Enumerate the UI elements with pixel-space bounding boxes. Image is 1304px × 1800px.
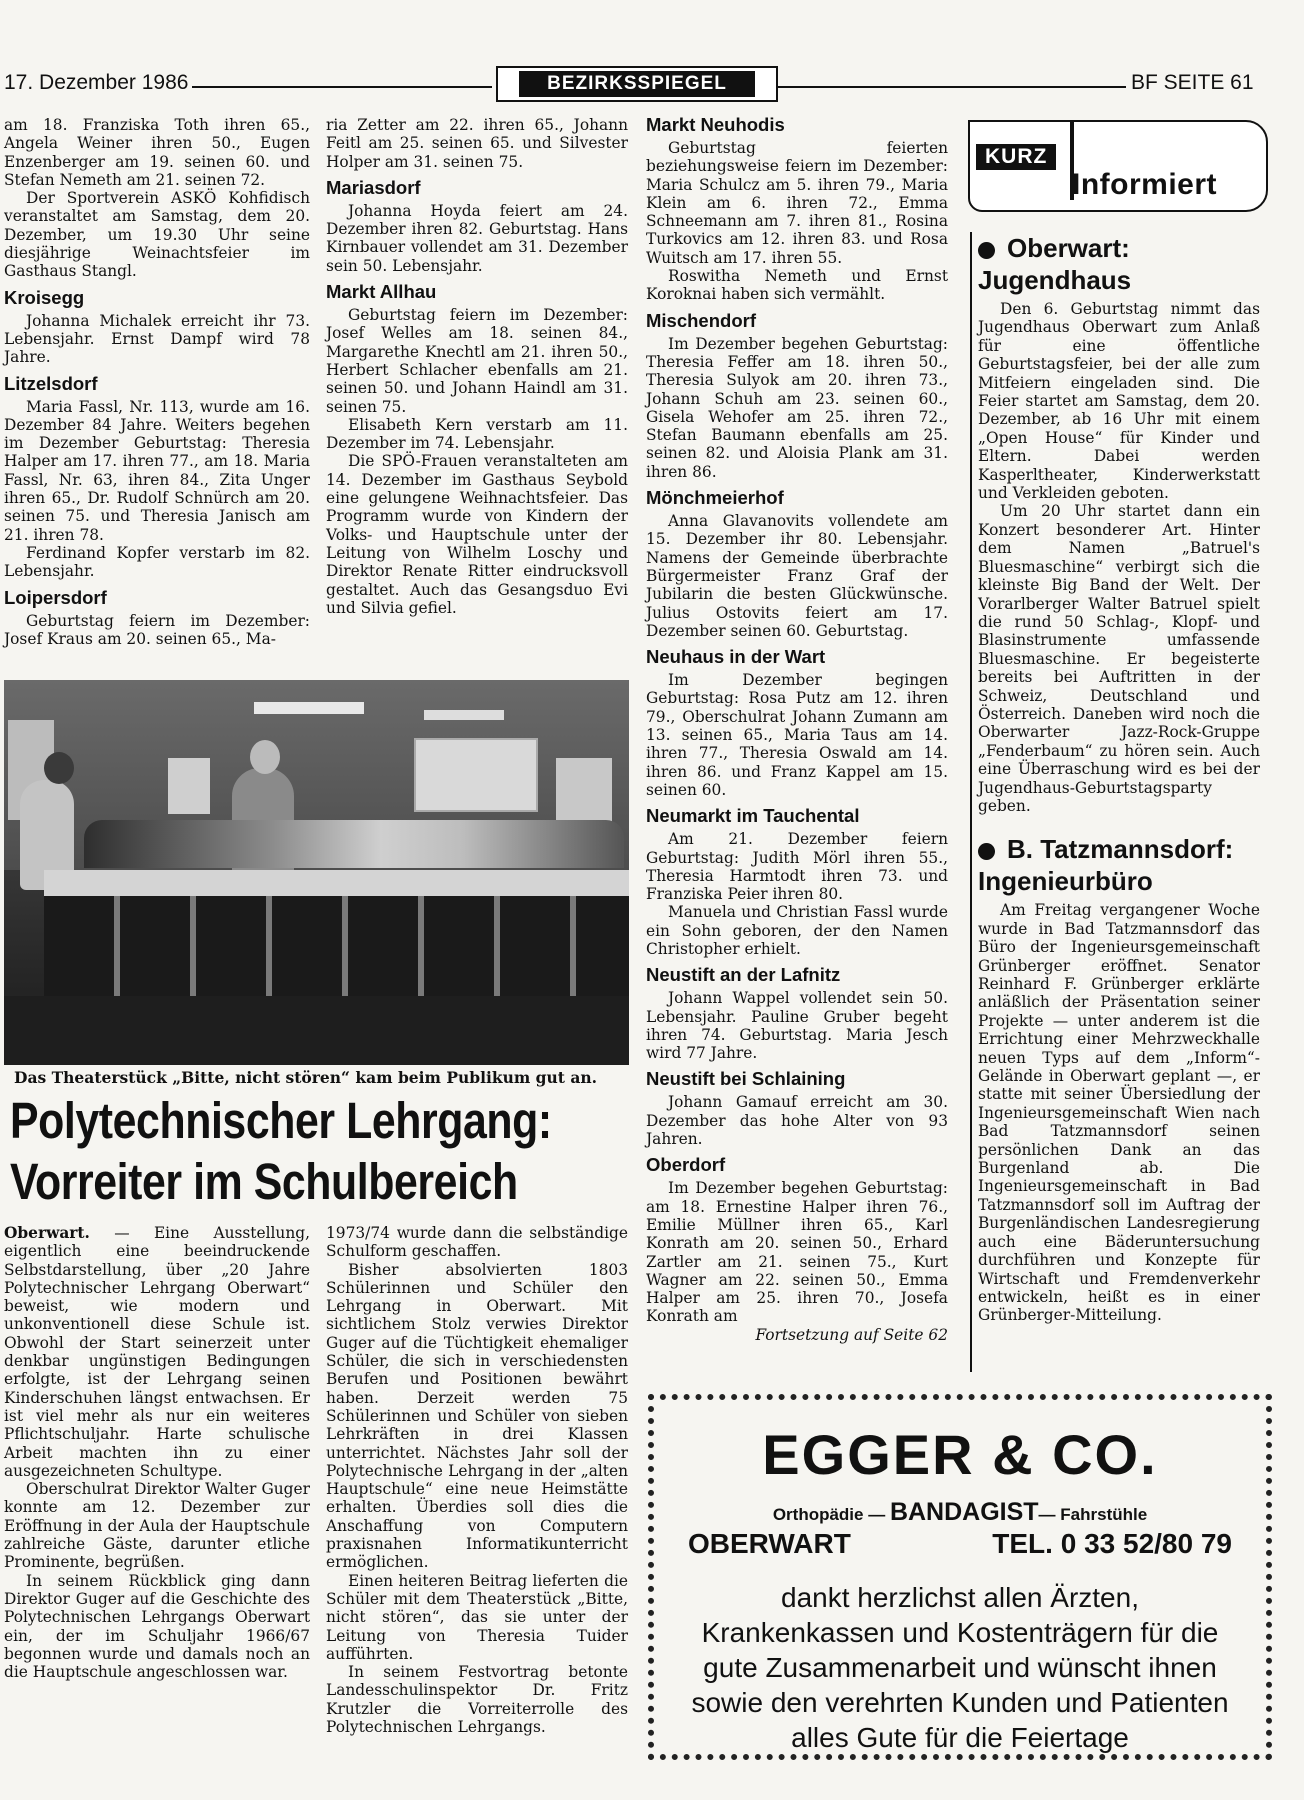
ad-company-name: EGGER & CO. — [762, 1423, 1158, 1486]
paragraph: Bisher absolvierten 1803 Schülerinnen und Schüler den Lehrgang in Oberwart. Mit sichtlichem Stolz verwies Direktor Guger auf die Tüchtigkeit ehemaliger Schüler, die sich in verschiedensten Berufen und Positionen bewährt haben. Derzeit werden 75 Schülerinnen und Schüler von sieben Lehrkräften in drei Klassen unterrichtet. Nächstes Jahr soll der Polytechnische Lehrgang in der „alten Hauptschule“ eine neue Heimstätte erhalten. Überdies soll dies die Anschaffung von Computern praxisnahen Informatikunterricht ermöglichen. — [326, 1260, 628, 1572]
ad-service-c: — Fahrstühle — [1038, 1505, 1148, 1524]
section-title: BEZIRKSSPIEGEL — [519, 71, 755, 97]
section-heading: Neustift an der Lafnitz — [646, 964, 841, 986]
ad-services — [654, 1498, 1266, 1527]
paragraph: Im Dezember begingen Geburtstag: Rosa Putz am 12. ihren 79., Oberschulrat Johann Zumann am 13. seinen 65., Maria Taus am 14. ihren 77., Theresia Oswald am 14. ihren 86. und Franz Kappel am 15. seinen 60. — [646, 671, 948, 799]
kurz-label: KURZ — [976, 144, 1056, 170]
paragraph: Manuela und Christian Fassl wurde ein Sohn geboren, der den Namen Christopher erhielt. — [646, 903, 948, 958]
news-title — [978, 833, 1260, 865]
column-3 — [646, 112, 948, 1344]
headline-line-1: Polytechnischer Lehrgang: — [10, 1092, 552, 1149]
section-heading: Mariasdorf — [326, 176, 421, 198]
paragraph: Maria Fassl, Nr. 113, wurde am 16. Dezember 84 Jahre. Weiters begehen im Dezember Geburtstag: Theresia Halper am 17. ihren 77., am 18. Maria Fassl, Nr. 63, ihren 84., Zita Unger ihren 65., Dr. Rudolf Schnürch am 20. seinen 75. und Theresia Janisch am 21. ihren 78. — [4, 397, 310, 544]
news-title-place: Oberwart: — [1007, 233, 1130, 263]
paragraph: Im Dezember begehen Geburtstag: Theresia Feffer am 18. ihren 50., Theresia Sulyok am 20. ihren 73., Johann Schuh am 23. seinen 60., Gisela Wehofer am 25. ihren 72., Stefan Baumann ebenfalls am 25. seinen 82. und Aloisia Plank am 31. ihren 86. — [646, 334, 948, 481]
paragraph: Johanna Hoyda feiert am 24. Dezember ihren 82. Geburtstag. Hans Kirnbauer vollendet am 31. Dezember sein 50. Lebensjahr. — [326, 201, 628, 275]
paragraph — [4, 1224, 310, 1480]
section-heading: Litzelsdorf — [4, 372, 98, 394]
section-heading: Neuhaus in der Wart — [646, 646, 826, 668]
paragraph: Elisabeth Kern verstarb am 11. Dezember im 74. Lebensjahr. — [326, 415, 628, 453]
paragraph: Ferdinand Kopfer verstarb im 82. Lebensjahr. — [4, 543, 310, 581]
desk-legs — [44, 896, 629, 996]
ad-message: dankt herzlichst allen Ärzten, Krankenkassen und Kostenträgern für die gute Zusammenarbeit und wünscht ihnen sowie den verehrten Kunden und Patienten alles Gute für die Feiertage — [691, 1582, 1229, 1753]
ad-contact-row — [688, 1528, 1232, 1560]
paragraph: Um 20 Uhr startet dann ein Konzert besonderer Art. Hinter dem Namen „Batruel's Bluesmaschine“ verbirgt sich die kleinste Big Band der Welt. Der Vorarlberger Walter Batruel spielt die rund 50 Schlag-, Klopf- und Blasinstrumente umfassende Bluesmaschine. Er begeisterte bereits bei Auftritten in der Schweiz, Deutschland und Österreich. Daneben wird noch die Oberwarter Jazz-Rock-Gruppe „Fenderbaum“ zu hören sein. Auch eine Überraschung wird es bei der Jugendhaus-Geburtstagsparty geben. — [978, 502, 1260, 815]
paragraph: Am 21. Dezember feiern Geburtstag: Judith Mörl ihren 55., Theresia Harmtodt ihren 73. und Franziska Peier ihren 80. — [646, 830, 948, 904]
news-title-place: B. Tatzmannsdorf: — [1007, 834, 1234, 865]
person-head — [250, 740, 280, 774]
issue-date: 17. Dezember 1986 — [4, 71, 189, 94]
paragraph: Oberschulrat Direktor Walter Guger konnte am 12. Dezember zur Eröffnung in der Aula der Hauptschule zahlreiche Gäste, darunter etliche Prominente, begrüßen. — [4, 1480, 310, 1572]
bullet-icon — [978, 242, 995, 259]
ceiling-light — [424, 710, 504, 720]
spacer — [978, 815, 1260, 833]
article-column-2 — [326, 1224, 628, 1736]
floor — [4, 996, 629, 1065]
paragraph: Johann Wappel vollendet sein 50. Lebensjahr. Pauline Gruber begeht ihren 74. Geburtstag. Maria Jesch wird 77 Jahre. — [646, 989, 948, 1063]
column-2 — [326, 116, 628, 617]
paragraph: Roswitha Nemeth und Ernst Koroknai haben sich vermählt. — [646, 267, 948, 304]
advertisement-egger — [648, 1394, 1272, 1760]
paragraph: Einen heiteren Beitrag lieferten die Schüler mit dem Theaterstück „Bitte, nicht stören“, das sie unter der Leitung von Theresia Tuider aufführten. — [326, 1571, 628, 1663]
kurz-informiert-banner — [968, 120, 1268, 212]
paragraph: Anna Glavanovits vollendete am 15. Dezember ihr 80. Lebensjahr. Namens der Gemeinde überbrachte Bürgermeister Franz Graf der Jubilarin die besten Glückwünsche. Julius Ostovits feiert am 17. Dezember seinen 60. Geburtstag. — [646, 512, 948, 640]
headline-line-2: Vorreiter im Schulbereich — [10, 1153, 518, 1210]
ad-phone: TEL. 0 33 52/80 79 — [992, 1528, 1232, 1559]
ceiling-light — [254, 702, 364, 714]
desk-row — [44, 870, 629, 896]
article-headline — [10, 1090, 552, 1212]
news-body — [978, 300, 1260, 815]
news-title-topic: Jugendhaus — [978, 265, 1132, 295]
person-head — [44, 752, 74, 784]
paragraph: Geburtstag feiern im Dezember: Josef Kraus am 20. seinen 65., Ma- — [4, 611, 310, 648]
news-body — [978, 901, 1260, 1324]
section-heading: Oberdorf — [646, 1154, 726, 1176]
seated-students — [84, 820, 624, 868]
ad-service-b: BANDAGIST — [889, 1498, 1039, 1526]
paragraph: Im Dezember begehen Geburtstag: am 18. Ernestine Halper ihren 76., Emilie Müllner ihren 65., Karl Konrath am 20. seinen 50., Erhard Zartler am 21. seinen 75., Kurt Wagner am 22. seinen 50., Emma Halper am 25. ihren 70., Josefa Konrath am — [646, 1179, 948, 1326]
sidebar-rule — [970, 232, 972, 1372]
section-banner — [496, 66, 778, 102]
paragraph: Den 6. Geburtstag nimmt das Jugendhaus Oberwart zum Anlaß für eine öffentliche Geburtstagsfeier, bei der alle zum Mitfeiern eingeladen sind. Die Feier startet am Samstag, dem 20. Dezember, ab 16 Uhr mit einem „Open House“ für Kinder und Eltern. Dabei werden Kasperltheater, Kinderwerkstatt und Verkleiden geboten. — [978, 300, 1260, 503]
section-heading: Loipersdorf — [4, 586, 107, 608]
section-heading: Mischendorf — [646, 309, 756, 331]
ad-service-a: Orthopädie — — [772, 1505, 890, 1524]
sidebar-news — [978, 232, 1260, 1325]
lead-text: — Eine Ausstellung, eigentlich eine beeindruckende Selbstdarstellung, über „20 Jahre Polytechnischer Lehrgang Oberwart“ beweist, wie modern und unkonventionell diese Schule ist. Obwohl der Start seinerzeit unter denkbar ungünstigen Bedingungen erfolgte, ist der Lehrgang seinen Kinderschuhen längst entwachsen. Er ist viel mehr als nur ein weiteres Pflichtschuljahr. Harte schulische Arbeit machten ihn zu einer ausgezeichneten Schultype. — [4, 1224, 310, 1480]
paragraph: Der Sportverein ASKÖ Kohfidisch veranstaltet am Samstag, dem 20. Dezember, um 19.30 Uhr seine diesjährige Weinachtsfeier im Gasthaus Stangl. — [4, 189, 310, 281]
page-number: BF SEITE 61 — [1131, 71, 1254, 94]
section-heading: Markt Neuhodis — [646, 114, 785, 135]
paragraph: Geburtstag feierten beziehungsweise feiern im Dezember: Maria Schulcz am 5. ihren 79., Maria Klein am 6. ihren 72., Emma Schneemann am 7. ihren 81., Rosina Turkovics am 12. ihren 83. und Rosa Wuitsch am 17. ihren 55. — [646, 139, 948, 267]
paragraph: Am Freitag vergangener Woche wurde in Bad Tatzmannsdorf das Büro der Ingenieursgemeinschaft Grünberger eröffnet. Senator Reinhard F. Grünberger erklärte anläßlich der Präsentation seiner Projekte — unter anderem ist die Errichtung einer Mehrzweckhalle neuen Typs auf dem „Inform“-Gelände in Oberwart geplant —, er statte mit seiner Übersiedlung der Ingenieursgemeinschaft Wien nach Bad Tatzmannsdorf seinen persönlichen Dank an das Burgenland ab. Die Ingenieursgemeinschaft in Bad Tatzmannsdorf soll im Auftrag der Burgenländischen Landesregierung auch eine Bäderuntersuchung durchführen und Konzepte für Wirtschaft und Fremdenverkehr entwickeln, heißt es in einer Grünberger-Mitteilung. — [978, 901, 1260, 1325]
column-1 — [4, 116, 310, 648]
wall-poster — [168, 758, 210, 814]
paragraph: Geburtstag feiern im Dezember: Josef Welles am 18. seinen 84., Margarethe Knechtl am 21. ihren 50., Herbert Schlacher ebenfalls am 21. seinen 50. und Johann Haindl am 31. seinen 75. — [326, 306, 628, 416]
news-title — [978, 232, 1260, 264]
paragraph: Johann Gamauf erreicht am 30. Dezember das hohe Alter von 93 Jahren. — [646, 1093, 948, 1149]
section-heading: Markt Allhau — [326, 281, 437, 303]
ad-city: OBERWART — [688, 1528, 851, 1559]
dateline: Oberwart. — [4, 1224, 90, 1242]
section-heading: Neustift bei Schlaining — [646, 1068, 846, 1090]
section-heading: Mönchmeierhof — [646, 487, 784, 509]
paragraph: am 18. Franziska Toth ihren 65., Angela Weiner ihren 50., Eugen Enzenberger am 19. seinen 60. und Stefan Nemeth am 21. seinen 72. — [4, 116, 310, 189]
bullet-icon — [978, 843, 995, 860]
header-rule-left — [192, 86, 492, 88]
photo-caption: Das Theaterstück „Bitte, nicht stören“ kam beim Publikum gut an. — [14, 1068, 598, 1087]
wall-poster — [414, 738, 538, 812]
paragraph: 1973/74 wurde dann die selbständige Schulform geschaffen. — [326, 1224, 628, 1261]
section-heading: Kroisegg — [4, 286, 85, 308]
section-heading: Neumarkt im Tauchental — [646, 805, 860, 827]
paragraph: ria Zetter am 22. ihren 65., Johann Feitl am 25. seinen 65. und Silvester Holper am 31. seinen 75. — [326, 116, 628, 171]
informiert-label: Informiert — [1072, 168, 1218, 201]
header-rule-right — [778, 86, 1126, 88]
news-title-topic: Ingenieurbüro — [978, 866, 1153, 897]
paragraph: Johanna Michalek erreicht ihr 73. Lebensjahr. Ernst Dampf wird 78 Jahre. — [4, 311, 310, 367]
paragraph: Die SPÖ-Frauen veranstalteten am 14. Dezember im Gasthaus Seybold eine gelungene Weihnachtsfeier. Das Programm wurde von Kindern der Volks- und Hauptschule unter der Leitung von Wilhelm Loschy und Direktor Renate Ritter eindrucksvoll gestaltet. Auch das Gesangsduo Evi und Silvia gefiel. — [326, 452, 628, 617]
paragraph: In seinem Rückblick ging dann Direktor Guger auf die Geschichte des Polytechnischen Lehrgangs Oberwart ein, der im Schuljahr 1966/67 begonnen wurde und damals noch an die Hauptschule angeschlossen war. — [4, 1571, 310, 1682]
paragraph: In seinem Festvortrag betonte Landesschulinspektor Dr. Fritz Krutzler die Vorreiterrolle des Polytechnischen Lehrgangs. — [326, 1663, 628, 1737]
theater-photo — [4, 680, 629, 1065]
continuation-note: Fortsetzung auf Seite 62 — [755, 1325, 948, 1344]
article-column-1 — [4, 1224, 310, 1681]
